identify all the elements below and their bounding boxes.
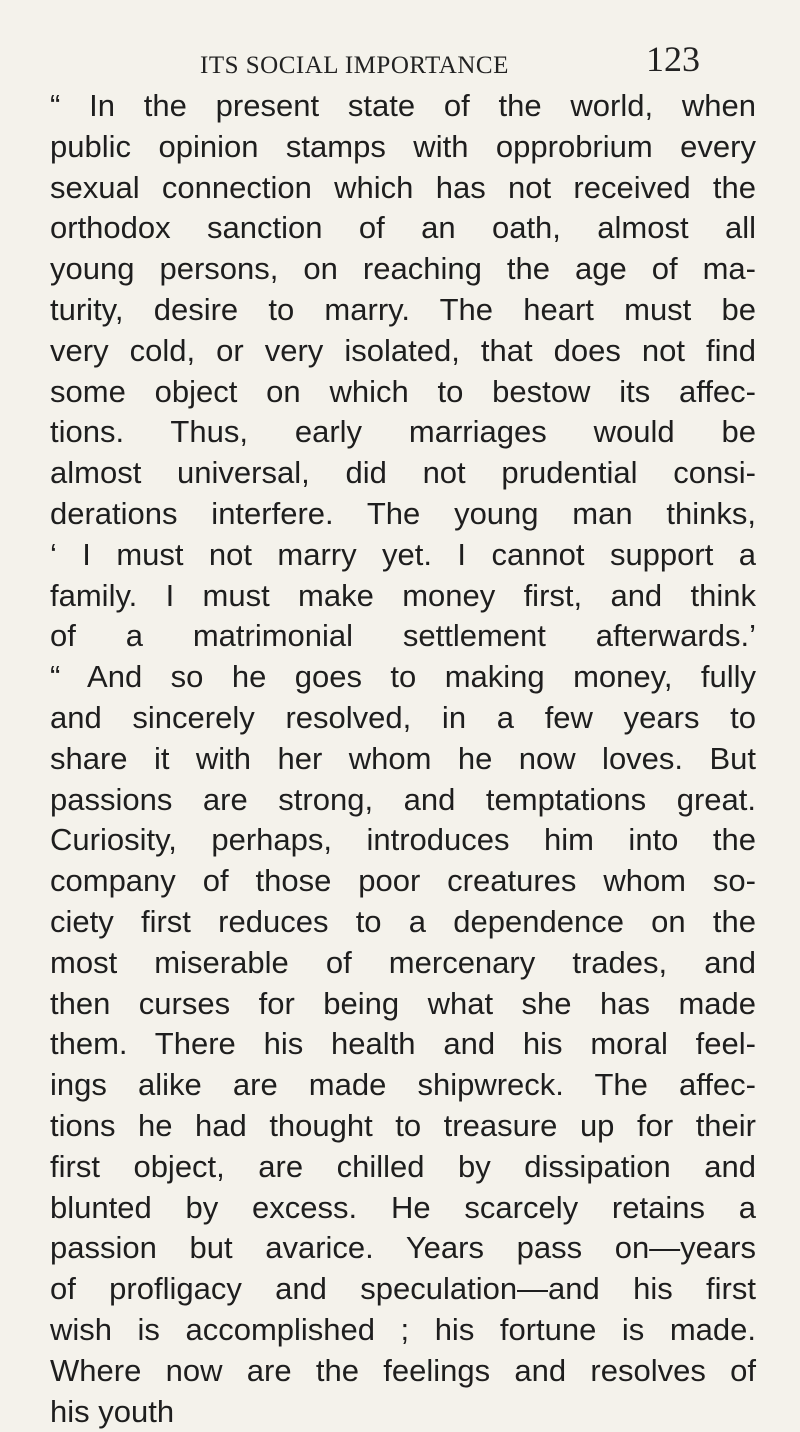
text-line: of profligacy and speculation—and his first <box>50 1269 756 1310</box>
text-line: “ And so he goes to making money, fully <box>50 657 756 698</box>
text-line: family. I must make money first, and think <box>50 576 756 617</box>
text-line: share it with her whom he now loves. But <box>50 739 756 780</box>
text-line: and sincerely resolved, in a few years to <box>50 698 756 739</box>
text-line: first object, are chilled by dissipation and <box>50 1147 756 1188</box>
text-line: Where now are the feelings and resolves of <box>50 1351 756 1392</box>
text-line: ‘ I must not marry yet. I cannot support a <box>50 535 756 576</box>
text-line: ings alike are made shipwreck. The affec- <box>50 1065 756 1106</box>
text-line: young persons, on reaching the age of ma- <box>50 249 756 290</box>
text-line: turity, desire to marry. The heart must be <box>50 290 756 331</box>
text-line: his youth <box>50 1392 756 1432</box>
text-line: derations interfere. The young man thinks, <box>50 494 756 535</box>
text-line: company of those poor creatures whom so- <box>50 861 756 902</box>
text-line: of a matrimonial settlement afterwards.’ <box>50 616 756 657</box>
text-line: Curiosity, perhaps, introduces him into the <box>50 820 756 861</box>
text-line: orthodox sanction of an oath, almost all <box>50 208 756 249</box>
text-line: sexual connection which has not received the <box>50 168 756 209</box>
text-line: them. There his health and his moral feel- <box>50 1024 756 1065</box>
text-line: “ In the present state of the world, when <box>50 86 756 127</box>
text-line: most miserable of mercenary trades, and <box>50 943 756 984</box>
text-line: tions he had thought to treasure up for their <box>50 1106 756 1147</box>
text-line: wish is accomplished ; his fortune is made. <box>50 1310 756 1351</box>
text-line: very cold, or very isolated, that does not find <box>50 331 756 372</box>
text-line: public opinion stamps with opprobrium every <box>50 127 756 168</box>
text-line: then curses for being what she has made <box>50 984 756 1025</box>
text-line: some object on which to bestow its affec- <box>50 372 756 413</box>
running-title: ITS SOCIAL IMPORTANCE <box>200 52 509 80</box>
body-text <box>50 86 756 1432</box>
text-line: ciety first reduces to a dependence on the <box>50 902 756 943</box>
text-line: passions are strong, and temptations great. <box>50 780 756 821</box>
text-line: passion but avarice. Years pass on—years <box>50 1228 756 1269</box>
page-number: 123 <box>646 38 700 80</box>
text-line: blunted by excess. He scarcely retains a <box>50 1188 756 1229</box>
text-line: almost universal, did not prudential consi- <box>50 453 756 494</box>
text-line: tions. Thus, early marriages would be <box>50 412 756 453</box>
running-head <box>200 38 700 78</box>
